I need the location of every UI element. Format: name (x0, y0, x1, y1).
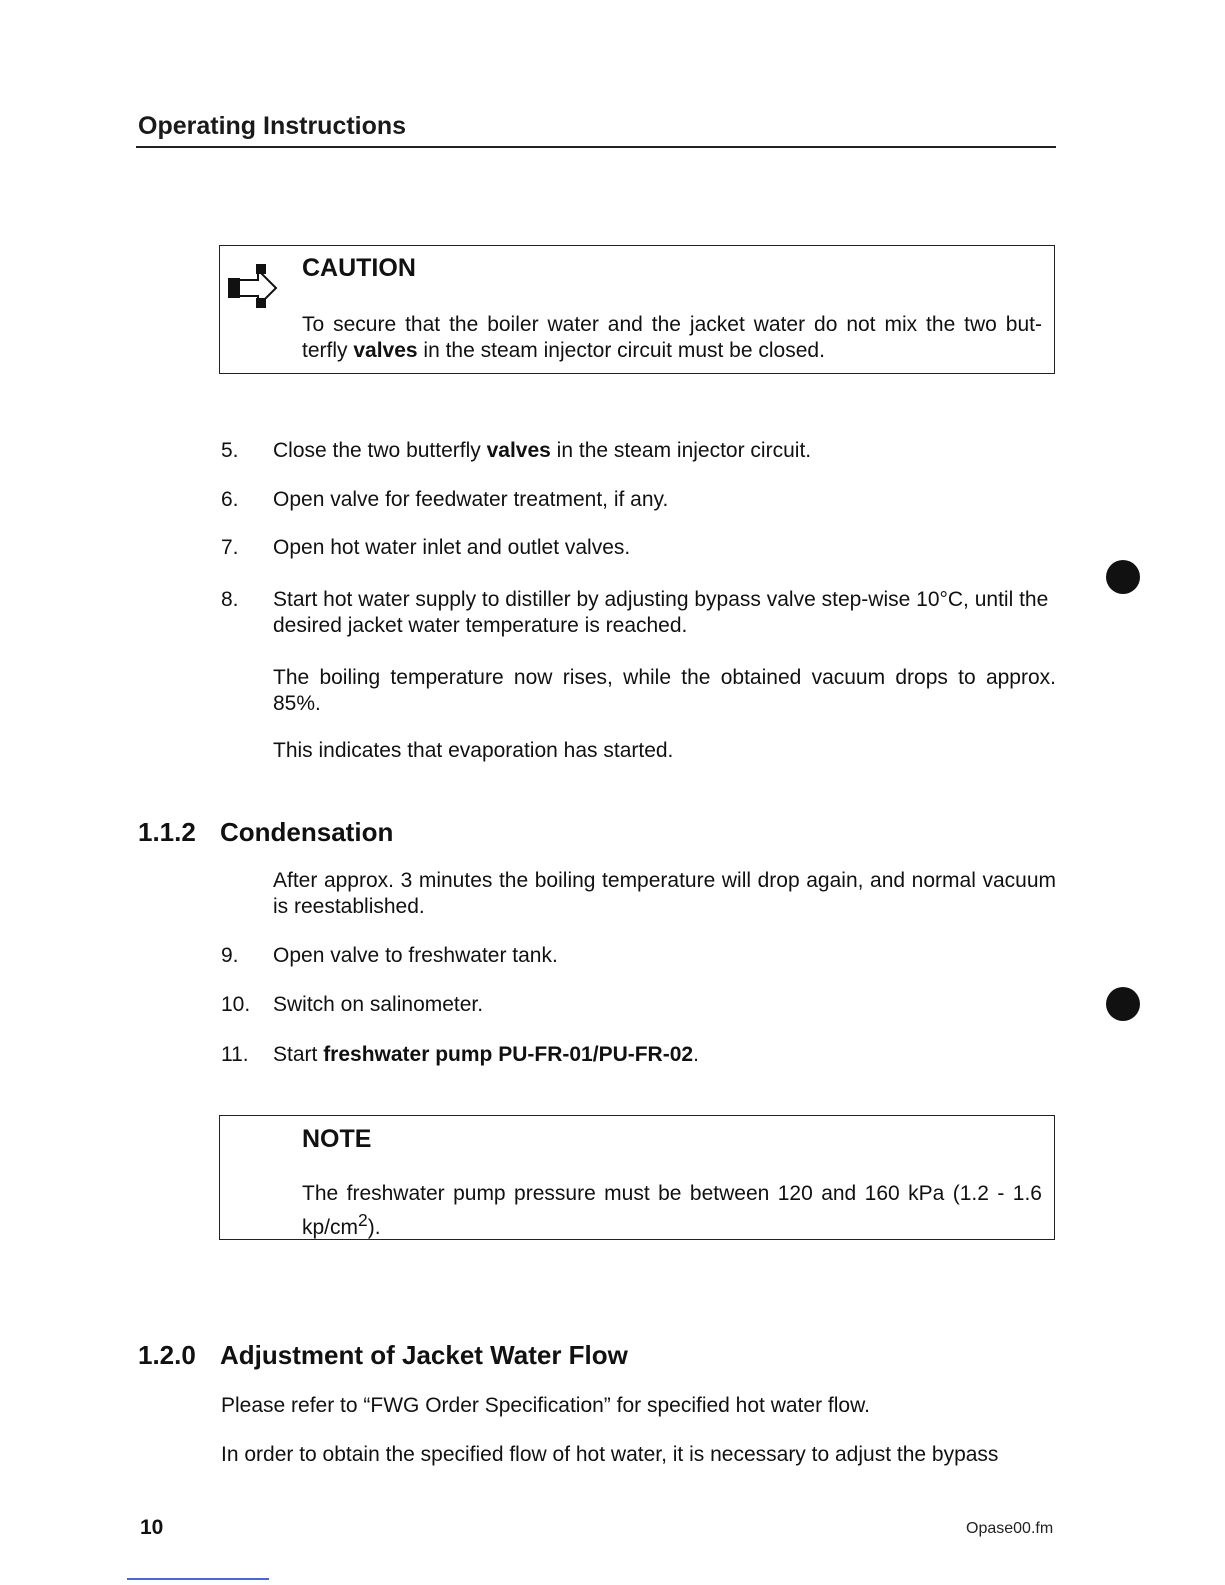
punch-hole (1106, 987, 1140, 1021)
step-number: 11. (221, 1043, 249, 1066)
paragraph: The boiling temperature now rises, while the obtained vacuum drops to approx. 85%. (273, 666, 1056, 715)
hand-pointing-icon (228, 262, 288, 312)
caution-text: To secure that the boiler water and the jacket water do not mix the two but- terfly valves in the steam injector circuit must be closed. (302, 313, 1042, 362)
divider (127, 1578, 269, 1580)
section-number: 1.1.2 (138, 817, 196, 847)
paragraph: Please refer to “FWG Order Specification” for specified hot water flow. (221, 1394, 870, 1417)
note-text: The freshwater pump pressure must be between 120 and 160 kPa (1.2 - 1.6 $kp/cm^2$). (302, 1182, 1042, 1239)
file-name: Opase00.fm (966, 1520, 1054, 1537)
section-heading (138, 817, 393, 848)
step-number: 7. (221, 536, 239, 559)
paragraph: After approx. 3 minutes the boiling temperature will drop again, and normal vacuum is reestablished. (273, 869, 1056, 918)
step-number: 9. (221, 944, 239, 967)
step-text: Start hot water supply to distiller by adjusting bypass valve step-wise 10°C, until the desired jacket water temperature is reached. (273, 588, 1049, 637)
step-number: 8. (221, 588, 239, 611)
step-text: Open valve to freshwater tank. (273, 944, 558, 967)
section-heading (138, 1340, 628, 1371)
caution-box (219, 245, 1055, 374)
section-title: Adjustment of Jacket Water Flow (220, 1340, 628, 1370)
note-box (219, 1115, 1055, 1240)
step-number: 5. (221, 439, 239, 462)
header-rule (136, 146, 1056, 148)
punch-hole (1106, 560, 1140, 594)
page-title: Operating Instructions (138, 112, 407, 140)
step-text: Close the two butterfly valves in the steam injector circuit. (273, 439, 812, 462)
step-text: Start freshwater pump PU-FR-01/PU-FR-02. (273, 1043, 699, 1066)
step-number: 10. (221, 993, 251, 1016)
step-number: 6. (221, 488, 239, 511)
step-text: Open hot water inlet and outlet valves. (273, 536, 631, 559)
step-text: Open valve for feedwater treatment, if any. (273, 488, 669, 511)
step-text: Switch on salinometer. (273, 993, 484, 1016)
note-heading: NOTE (302, 1125, 372, 1153)
section-number: 1.2.0 (138, 1340, 196, 1370)
section-title: Condensation (220, 817, 394, 847)
caution-heading: CAUTION (302, 254, 416, 282)
paragraph: In order to obtain the specified flow of hot water, it is necessary to adjust the bypass (221, 1443, 999, 1466)
paragraph: This indicates that evaporation has started. (273, 739, 674, 762)
page-number: 10 (140, 1516, 164, 1539)
